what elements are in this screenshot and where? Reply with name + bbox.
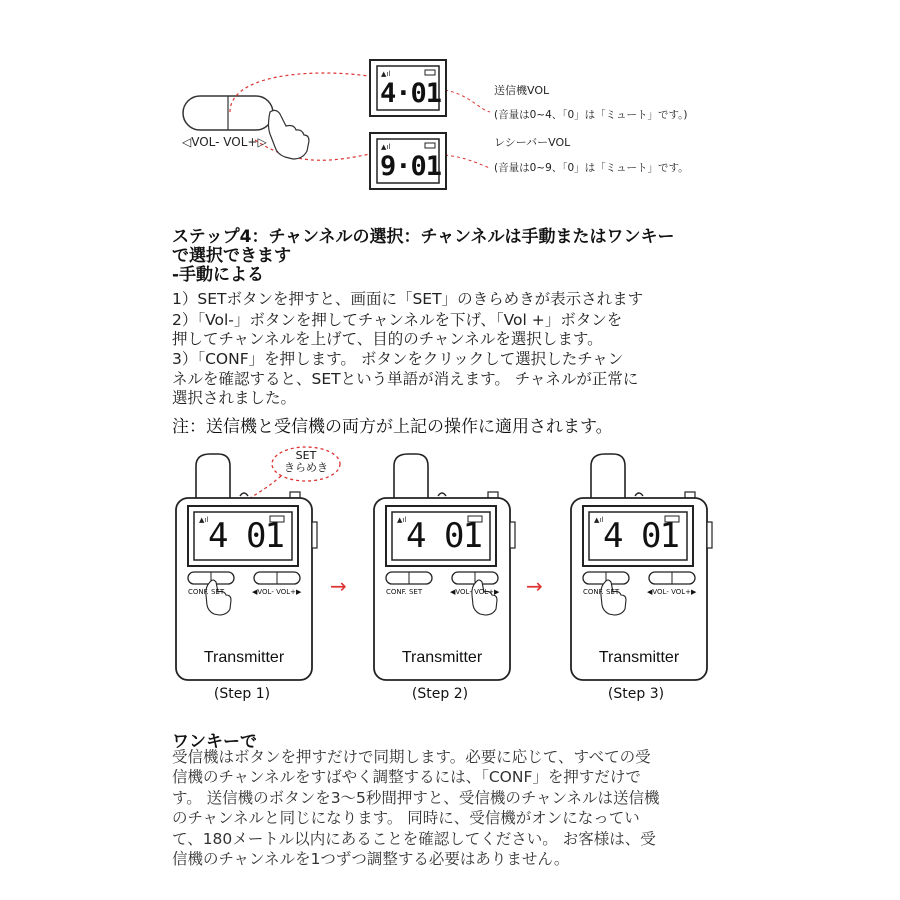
vol-label: ◀VOL- VOL+▶: [647, 588, 697, 596]
step4-line1: 1）SETボタンを押すと、画面に「SET」のきらめきが表示されます: [172, 290, 644, 308]
volume-diagram-drawing: [0, 0, 900, 210]
onekey-body: [172, 747, 722, 869]
set-bubble-line2: きらめき: [284, 461, 328, 474]
tx-vol-note: (音量は0~4、「0」は「ミュート」です。): [494, 109, 688, 121]
lcd-digit-right: 01: [444, 516, 481, 556]
step4-line2: 2）「Vol-」ボタンを押してチャンネルを下げ、「Vol +」ボタンを: [172, 311, 623, 329]
vol-label: ◀VOL- VOL+▶: [252, 588, 302, 596]
lcd-digit-right: 01: [641, 516, 678, 556]
step2-caption: (Step 2): [411, 686, 469, 702]
onekey-line2: 信機のチャンネルをすばやく調整するには、「CONF」を押すだけで: [172, 768, 641, 787]
rx-lcd-value: 9·01: [380, 151, 442, 182]
step4-line5: ネルを確認すると、SETという単語が消えます。 チャネルが正常に: [172, 370, 639, 388]
conf-set-label: CONF. SET: [188, 588, 225, 596]
brand-label: Transmitter: [598, 649, 680, 666]
step4-note: 注：送信機と受信機の両方が上記の操作に適用されます。: [172, 417, 613, 437]
step4-line4: 3）「CONF」を押します。 ボタンをクリックして選択したチャン: [172, 350, 624, 368]
step4-line3: 押してチャンネルを上げて、目的のチャンネルを選択します。: [172, 330, 603, 348]
pointing-hand-icon: [269, 110, 310, 159]
brand-label: Transmitter: [203, 649, 285, 666]
step4-heading-line2: で選択できます: [172, 246, 291, 266]
arrow-step2-3: →: [526, 574, 543, 598]
onekey-line3: す。 送信機のボタンを3～5秒間押すと、受信機のチャンネルは送信機: [172, 788, 660, 807]
brand-label: Transmitter: [401, 649, 483, 666]
vol-button-labels: ◁VOL- VOL+▷: [182, 135, 267, 149]
onekey-line5: て、180メートル以内にあることを確認してください。 お客様は、受: [172, 829, 656, 848]
set-bubble-line1: SET: [295, 449, 317, 462]
signal-icon: ▲ıl: [397, 516, 407, 524]
rx-vol-note: (音量は0~9、「0」は「ミュート」です。: [494, 162, 689, 174]
tx-lcd-value: 4·01: [380, 78, 442, 109]
onekey-line1: 受信機はボタンを押すだけで同期します。必要に応じて、すべての受: [172, 748, 651, 766]
step4-line6: 選択されました。: [172, 389, 297, 407]
signal-icon: ▲ıl: [381, 70, 391, 78]
conf-set-label: CONF. SET: [583, 588, 620, 596]
transmitter-device: [567, 452, 717, 682]
step4-heading-line1: ステップ4：チャンネルの選択：チャンネルは手動またはワンキー: [172, 227, 675, 247]
signal-icon: ▲ıl: [381, 143, 391, 151]
lcd-digit-right: 01: [246, 516, 283, 556]
tx-vol-label: 送信機VOL: [494, 84, 550, 97]
arrow-step1-2: →: [330, 574, 347, 598]
onekey-heading: ワンキーで: [172, 732, 257, 752]
step3-caption: (Step 3): [607, 686, 665, 702]
lcd-digit-left: 4: [603, 516, 624, 556]
transmitter-device: [370, 452, 520, 682]
onekey-line6: 信機のチャンネルを1つずつ調整する必要はありません。: [172, 850, 570, 869]
transmitter-device: [172, 452, 322, 682]
vol-label: ◀VOL- VOL+▶: [450, 588, 500, 596]
step1-caption: (Step 1): [213, 686, 271, 702]
signal-icon: ▲ıl: [594, 516, 604, 524]
lcd-digit-left: 4: [208, 516, 229, 556]
lcd-digit-left: 4: [406, 516, 427, 556]
manual-heading: -手動による: [172, 265, 265, 285]
rx-vol-label: レシーバーVOL: [494, 136, 571, 149]
signal-icon: ▲ıl: [199, 516, 209, 524]
volume-diagram: [0, 0, 900, 210]
onekey-line4: のチャンネルと同じになります。 同時に、受信機がオンになってい: [172, 809, 640, 828]
conf-set-label: CONF. SET: [386, 588, 423, 596]
